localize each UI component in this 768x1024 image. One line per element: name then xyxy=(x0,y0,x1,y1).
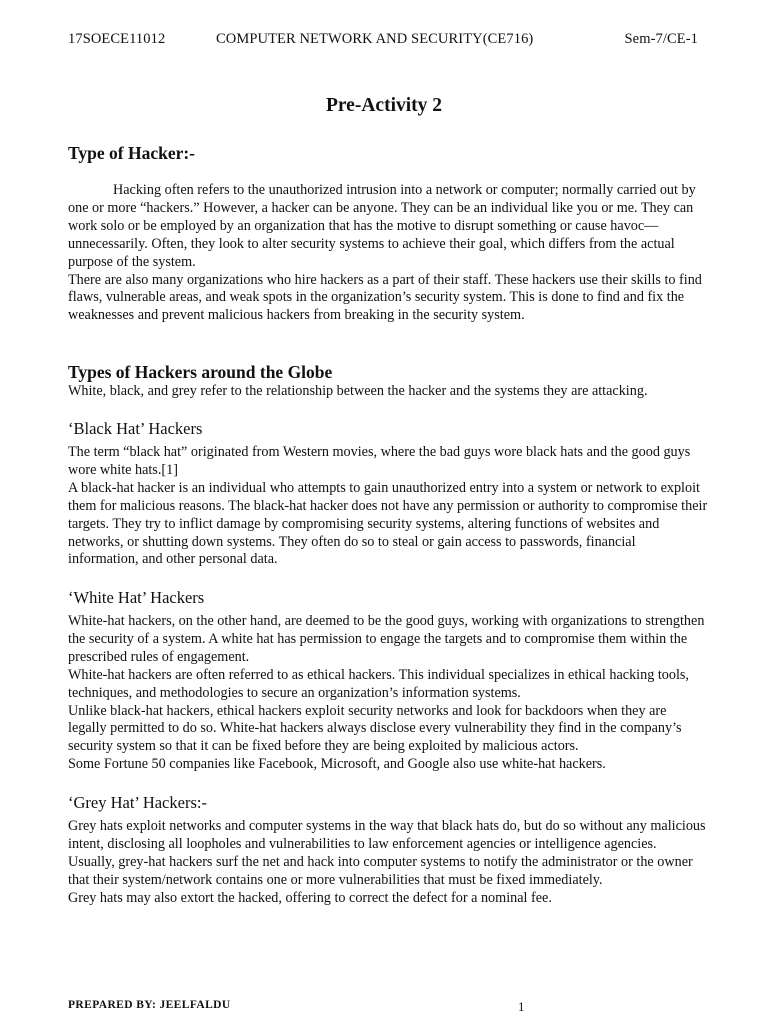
type-of-hacker-section xyxy=(68,142,708,164)
paragraph: Unlike black-hat hackers, ethical hackers exploit security networks and look for backdoors when they are legally permitted to do so. White-hat hackers always disclose every vulnerability they find in the company’s security system so that it can be fixed before they are being exploited by malicious actors. xyxy=(68,702,682,755)
page-header xyxy=(68,31,698,51)
paragraph: White-hat hackers are often referred to as ethical hackers. This individual specializes in ethical hacking tools, techniques, and methodologies to secure an organization’s information systems. xyxy=(68,666,689,701)
course-title: COMPUTER NETWORK AND SECURITY(CE716) xyxy=(216,31,534,47)
black-hat-heading: ‘Black Hat’ Hackers xyxy=(68,419,203,438)
black-hat-section xyxy=(68,418,708,440)
enrollment-code: 17SOECE11012 xyxy=(68,31,166,47)
page-number: 1 xyxy=(518,999,525,1014)
page-title: Pre-Activity 2 xyxy=(325,95,443,116)
grey-hat-body xyxy=(68,818,708,908)
black-hat-body xyxy=(68,444,708,569)
paragraph: Some Fortune 50 companies like Facebook, Microsoft, and Google also use white-hat hackers. xyxy=(68,756,606,773)
grey-hat-heading: ‘Grey Hat’ Hackers:- xyxy=(68,793,207,812)
types-around-globe-section xyxy=(68,361,708,401)
types-around-globe-heading: Types of Hackers around the Globe xyxy=(68,362,333,382)
prepared-by: PREPARED BY: JEELFALDU xyxy=(68,999,231,1011)
paragraph: A black-hat hacker is an individual who attempts to gain unauthorized entry into a system or network to exploit them for malicious reasons. The black-hat hacker does not have any permission or authority to compromise their targets. They try to inflict damage by compromising security systems, altering functions of websites and networks, or shutting down systems. They often do so to steal or gain access to passwords, financial information, and other personal data. xyxy=(68,479,708,568)
paragraph: White-hat hackers, on the other hand, are deemed to be the good guys, working with organizations to strengthen the security of a system. A white hat has permission to engage the targets and to compromise them within the prescribed rules of engagement. xyxy=(68,613,705,665)
paragraph: There are also many organizations who hire hackers as a part of their staff. These hackers use their skills to find flaws, vulnerable areas, and weak spots in the organization’s security system. This is done to find and fix the weaknesses and prevent malicious hackers from breaking in the security system. xyxy=(68,271,702,324)
white-hat-body xyxy=(68,613,708,774)
paragraph: Usually, grey-hat hackers surf the net and hack into computer systems to notify the administrator or the owner that their system/network contains one or more vulnerabilities that must be fixed immediately. xyxy=(68,853,693,888)
paragraph: Hacking often refers to the unauthorized intrusion into a network or computer; normally carried out by one or more “hackers.” However, a hacker can be anyone. They can be an individual like you or me. They can work solo or be employed by an organization that has the motive to disrupt something or cause havoc—unnecessarily. Often, they look to alter security systems to achieve their goal, which differs from the actual purpose of the system. xyxy=(68,182,696,270)
paragraph: The term “black hat” originated from Western movies, where the bad guys wore black hats and the good guys wore white hats.[1] xyxy=(68,444,691,478)
white-hat-section xyxy=(68,587,708,609)
type-of-hacker-body xyxy=(68,182,708,325)
white-hat-heading: ‘White Hat’ Hackers xyxy=(68,588,205,607)
paragraph: Grey hats exploit networks and computer systems in the way that black hats do, but do so without any malicious intent, disclosing all loopholes and vulnerabilities to law enforcement agencies or intelligence agencies. xyxy=(68,818,706,852)
semester-label: Sem-7/CE-1 xyxy=(624,31,698,47)
paragraph: Grey hats may also extort the hacked, offering to correct the defect for a nominal fee. xyxy=(68,889,552,906)
paragraph: White, black, and grey refer to the relationship between the hacker and the systems they are attacking. xyxy=(68,383,648,399)
grey-hat-section xyxy=(68,792,708,814)
page-footer xyxy=(68,999,708,1015)
type-of-hacker-heading: Type of Hacker:- xyxy=(68,143,196,163)
